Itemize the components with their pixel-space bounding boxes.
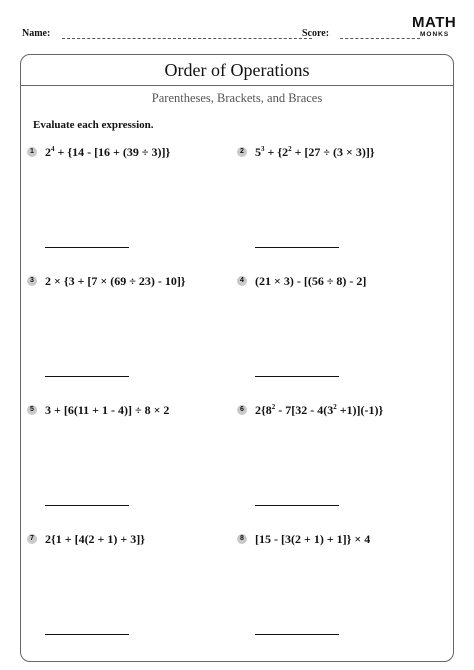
- answer-line[interactable]: [45, 376, 129, 377]
- math-monks-logo: [412, 14, 462, 44]
- problem-expression: 3 + [6(11 + 1 - 4)] ÷ 8 × 2: [45, 403, 170, 417]
- problem-number-badge: 2: [237, 147, 247, 157]
- answer-line[interactable]: [255, 634, 339, 635]
- answer-line[interactable]: [255, 376, 339, 377]
- name-label: Name:: [22, 28, 51, 39]
- page-subtitle: Parentheses, Brackets, and Braces: [151, 91, 323, 105]
- answer-line[interactable]: [255, 505, 339, 506]
- page-title: Order of Operations: [21, 55, 453, 86]
- problem-3: [27, 276, 227, 396]
- problem-number-badge: 8: [237, 534, 247, 544]
- answer-line[interactable]: [255, 247, 339, 248]
- problem-expression: 2 × {3 + [7 × (69 ÷ 23) - 10]}: [45, 274, 186, 288]
- instruction-text: Evaluate each expression.: [33, 119, 154, 131]
- problem-number-badge: 1: [27, 147, 37, 157]
- name-field-line[interactable]: [62, 38, 312, 39]
- score-label: Score:: [302, 28, 330, 39]
- problem-5: [27, 405, 227, 525]
- problem-number-badge: 3: [27, 276, 37, 286]
- problem-7: [27, 534, 227, 654]
- problem-expression: $2^4 + \{14 - [16 + (39 \div 3)]\}$: [45, 145, 171, 159]
- problem-2: [237, 147, 437, 267]
- problem-expression: 2{1 + [4(2 + 1) + 3]}: [45, 532, 145, 546]
- problem-expression: [15 - [3(2 + 1) + 1]} × 4: [255, 532, 371, 546]
- problem-1: [27, 147, 227, 267]
- problem-number-badge: 4: [237, 276, 247, 286]
- problem-expression: $5^3 + \{2^2 + [27 \div (3 \times 3)]\}$: [255, 145, 375, 159]
- score-field-line[interactable]: [340, 38, 420, 39]
- problem-6: [237, 405, 437, 525]
- answer-line[interactable]: [45, 505, 129, 506]
- logo-text: MATH: [412, 14, 457, 31]
- problem-expression: $2\{8^2 - 7[32 - 4(3^2 +1)](-1)\}$: [255, 403, 384, 417]
- problem-number-badge: 5: [27, 405, 37, 415]
- problem-expression: (21 × 3) - [(56 ÷ 8) - 2]: [255, 274, 367, 288]
- worksheet-frame: [20, 54, 454, 662]
- worksheet-header: [22, 26, 420, 46]
- problem-number-badge: 6: [237, 405, 247, 415]
- problem-4: [237, 276, 437, 396]
- problem-number-badge: 7: [27, 534, 37, 544]
- logo-subtext: MONKS: [420, 31, 450, 38]
- problem-8: [237, 534, 437, 654]
- answer-line[interactable]: [45, 247, 129, 248]
- answer-line[interactable]: [45, 634, 129, 635]
